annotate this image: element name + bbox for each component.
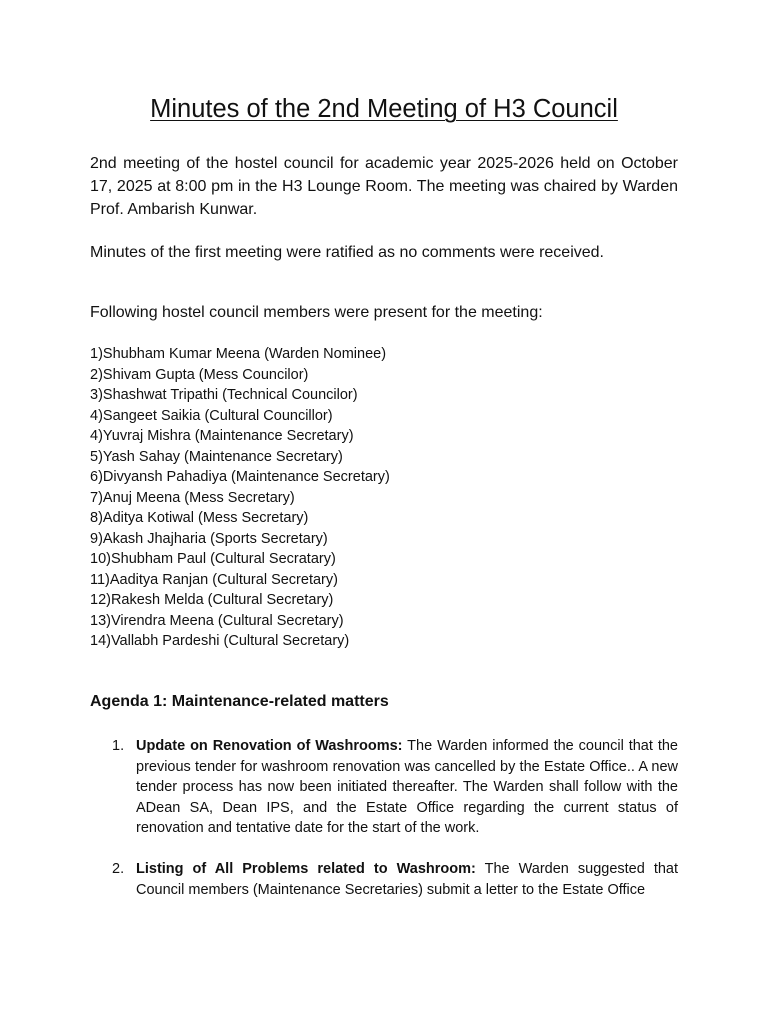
agenda-item-text: The Warden informed the council that the previous tender for washroom renovation was cancelled by the Estate Office.. A new tender process has now been initiated thereafter. The Warden shall follow with the ADean SA, Dean IPS, and the Estate Office regarding the current status of renovation and tentative date for the start of the work. — [136, 738, 678, 836]
member-item: 4)Sangeet Saikia (Cultural Councillor) — [90, 407, 333, 424]
member-item: 10)Shubham Paul (Cultural Secratary) — [90, 551, 336, 567]
members-list — [90, 344, 390, 652]
member-item: 3)Shashwat Tripathi (Technical Councilor) — [90, 387, 358, 403]
member-item: 8)Aditya Kotiwal (Mess Secretary) — [90, 510, 309, 526]
member-item: 6)Divyansh Pahadiya (Maintenance Secretary) — [90, 469, 390, 485]
agenda-item — [112, 736, 678, 839]
member-item: 14)Vallabh Pardeshi (Cultural Secretary) — [90, 633, 350, 649]
intro-paragraph: 2nd meeting of the hostel council for academic year 2025-2026 held on October 17, 2025 at 8:00 pm in the H3 Lounge Room. The meeting was chaired by Warden Prof. Ambarish Kunwar. — [90, 155, 678, 218]
document-title: Minutes of the 2nd Meeting of H3 Council — [150, 95, 618, 123]
agenda-item-number: 2. — [112, 861, 125, 877]
member-item: 13)Virendra Meena (Cultural Secretary) — [90, 612, 344, 629]
agenda-item — [112, 859, 678, 901]
ratification-paragraph: Minutes of the first meeting were ratified as no comments were received. — [90, 244, 604, 261]
agenda-item-lead: Listing of All Problems related to Washroom: — [136, 861, 476, 877]
member-item: 4)Yuvraj Mishra (Maintenance Secretary) — [90, 428, 354, 444]
agenda-heading: Agenda 1: Maintenance-related matters — [90, 693, 389, 710]
attendance-intro: Following hostel council members were present for the meeting: — [90, 304, 543, 321]
member-item: 7)Anuj Meena (Mess Secretary) — [90, 489, 295, 506]
agenda-item-body — [136, 736, 678, 839]
agenda-item-lead: Update on Renovation of Washrooms: — [136, 738, 403, 754]
agenda-item-text: The Warden suggested that Council members (Maintenance Secretaries) submit a letter to the Estate Office — [136, 861, 678, 898]
agenda-item-body — [136, 859, 678, 900]
member-item: 11)Aaditya Ranjan (Cultural Secretary) — [90, 571, 338, 588]
member-item: 5)Yash Sahay (Maintenance Secretary) — [90, 448, 343, 465]
agenda-item-number: 1. — [112, 738, 125, 754]
member-item: 2)Shivam Gupta (Mess Councilor) — [90, 366, 309, 383]
member-item: 12)Rakesh Melda (Cultural Secretary) — [90, 592, 334, 608]
member-item: 1)Shubham Kumar Meena (Warden Nominee) — [90, 346, 387, 362]
member-item: 9)Akash Jhajharia (Sports Secretary) — [90, 530, 328, 547]
